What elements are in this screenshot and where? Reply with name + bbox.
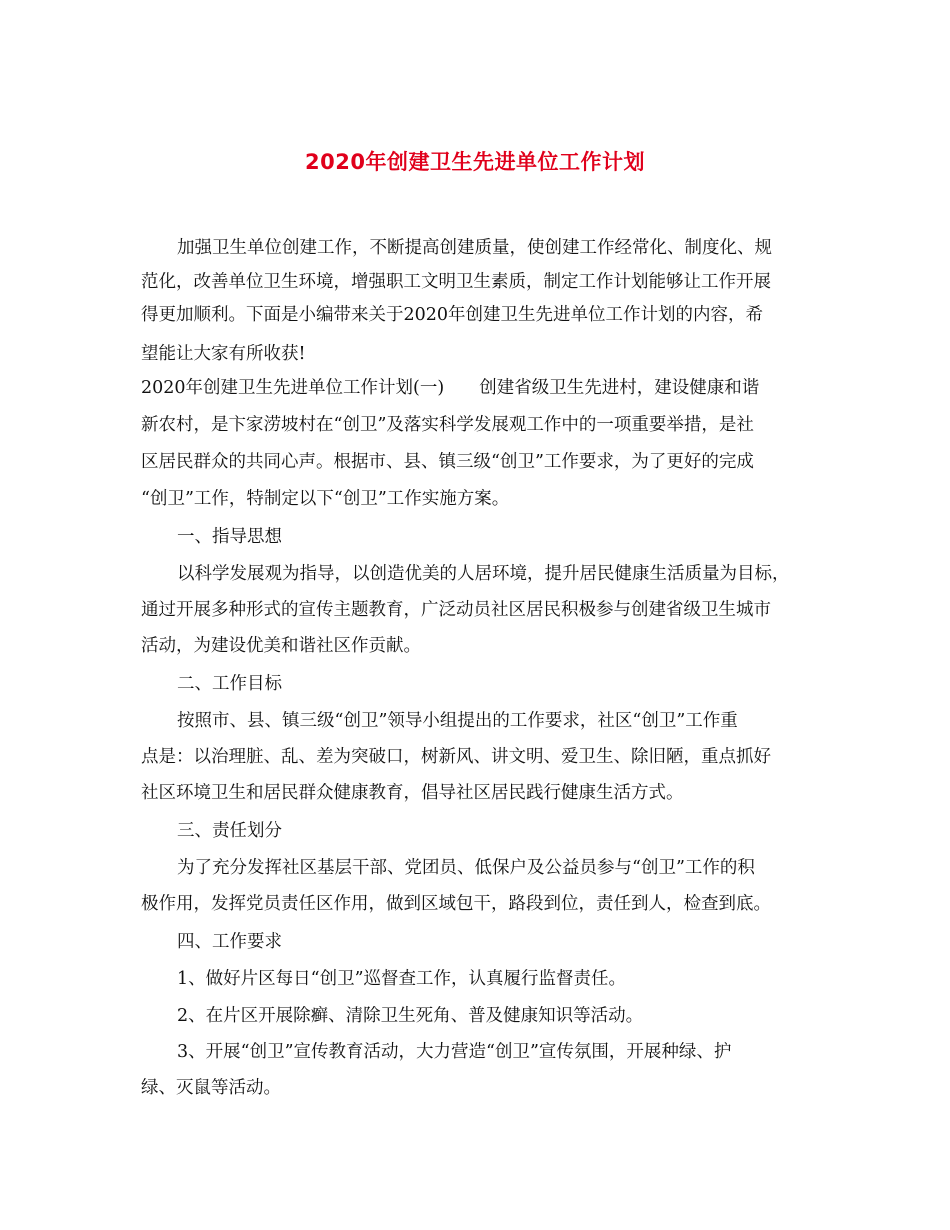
section-heading: 四、工作要求 bbox=[177, 932, 282, 952]
paragraph-line: 区居民群众的共同心声。根据市、县、镇三级“创卫”工作要求，为了更好的完成 bbox=[141, 452, 754, 472]
paragraph-line: 加强卫生单位创建工作，不断提高创建质量，使创建工作经常化、制度化、规 bbox=[177, 238, 772, 258]
paragraph-line: 得更加顺利。下面是小编带来关于2020年创建卫生先进单位工作计划的内容，希 bbox=[141, 305, 764, 325]
paragraph-line: 活动，为建设优美和谐社区作贡献。 bbox=[141, 636, 421, 656]
paragraph-line: 绿、灭鼠等活动。 bbox=[141, 1078, 281, 1098]
section-heading: 二、工作目标 bbox=[177, 674, 282, 694]
list-item: 2、在片区开展除癣、清除卫生死角、普及健康知识等活动。 bbox=[177, 1006, 644, 1026]
paragraph-line: 点是：以治理脏、乱、差为突破口，树新风、讲文明、爱卫生、除旧陋，重点抓好 bbox=[141, 747, 771, 767]
paragraph-line: 通过开展多种形式的宣传主题教育，广泛动员社区居民积极参与创建省级卫生城市 bbox=[141, 600, 771, 620]
paragraph-line: 望能让大家有所收获! bbox=[141, 344, 306, 364]
paragraph-line: 2020年创建卫生先进单位工作计划(一) 创建省级卫生先进村，建设健康和谐 bbox=[141, 378, 760, 398]
paragraph-line: 以科学发展观为指导，以创造优美的人居环境，提升居民健康生活质量为目标， bbox=[177, 564, 790, 584]
paragraph-line: “创卫”工作，特制定以下“创卫”工作实施方案。 bbox=[141, 489, 510, 509]
list-item: 3、开展“创卫”宣传教育活动，大力营造“创卫”宣传氛围，开展种绿、护 bbox=[177, 1042, 732, 1062]
paragraph-line: 为了充分发挥社区基层干部、党团员、低保户及公益员参与“创卫”工作的积 bbox=[177, 858, 755, 878]
document-title: 2020年创建卫生先进单位工作计划 bbox=[305, 150, 645, 174]
list-item: 1、做好片区每日“创卫”巡督查工作，认真履行监督责任。 bbox=[177, 969, 627, 989]
paragraph-line: 社区环境卫生和居民群众健康教育，倡导社区居民践行健康生活方式。 bbox=[141, 783, 684, 803]
section-heading: 三、责任划分 bbox=[177, 821, 282, 841]
paragraph-line: 按照市、县、镇三级“创卫”领导小组提出的工作要求，社区“创卫”工作重 bbox=[177, 711, 738, 731]
paragraph-line: 极作用，发挥党员责任区作用，做到区域包干，路段到位，责任到人，检查到底。 bbox=[141, 894, 771, 914]
section-heading: 一、指导思想 bbox=[177, 527, 282, 547]
paragraph-line: 新农村，是卞家涝坡村在“创卫”及落实科学发展观工作中的一项重要举措，是社 bbox=[141, 415, 754, 435]
paragraph-line: 范化，改善单位卫生环境，增强职工文明卫生素质，制定工作计划能够让工作开展 bbox=[141, 272, 771, 292]
